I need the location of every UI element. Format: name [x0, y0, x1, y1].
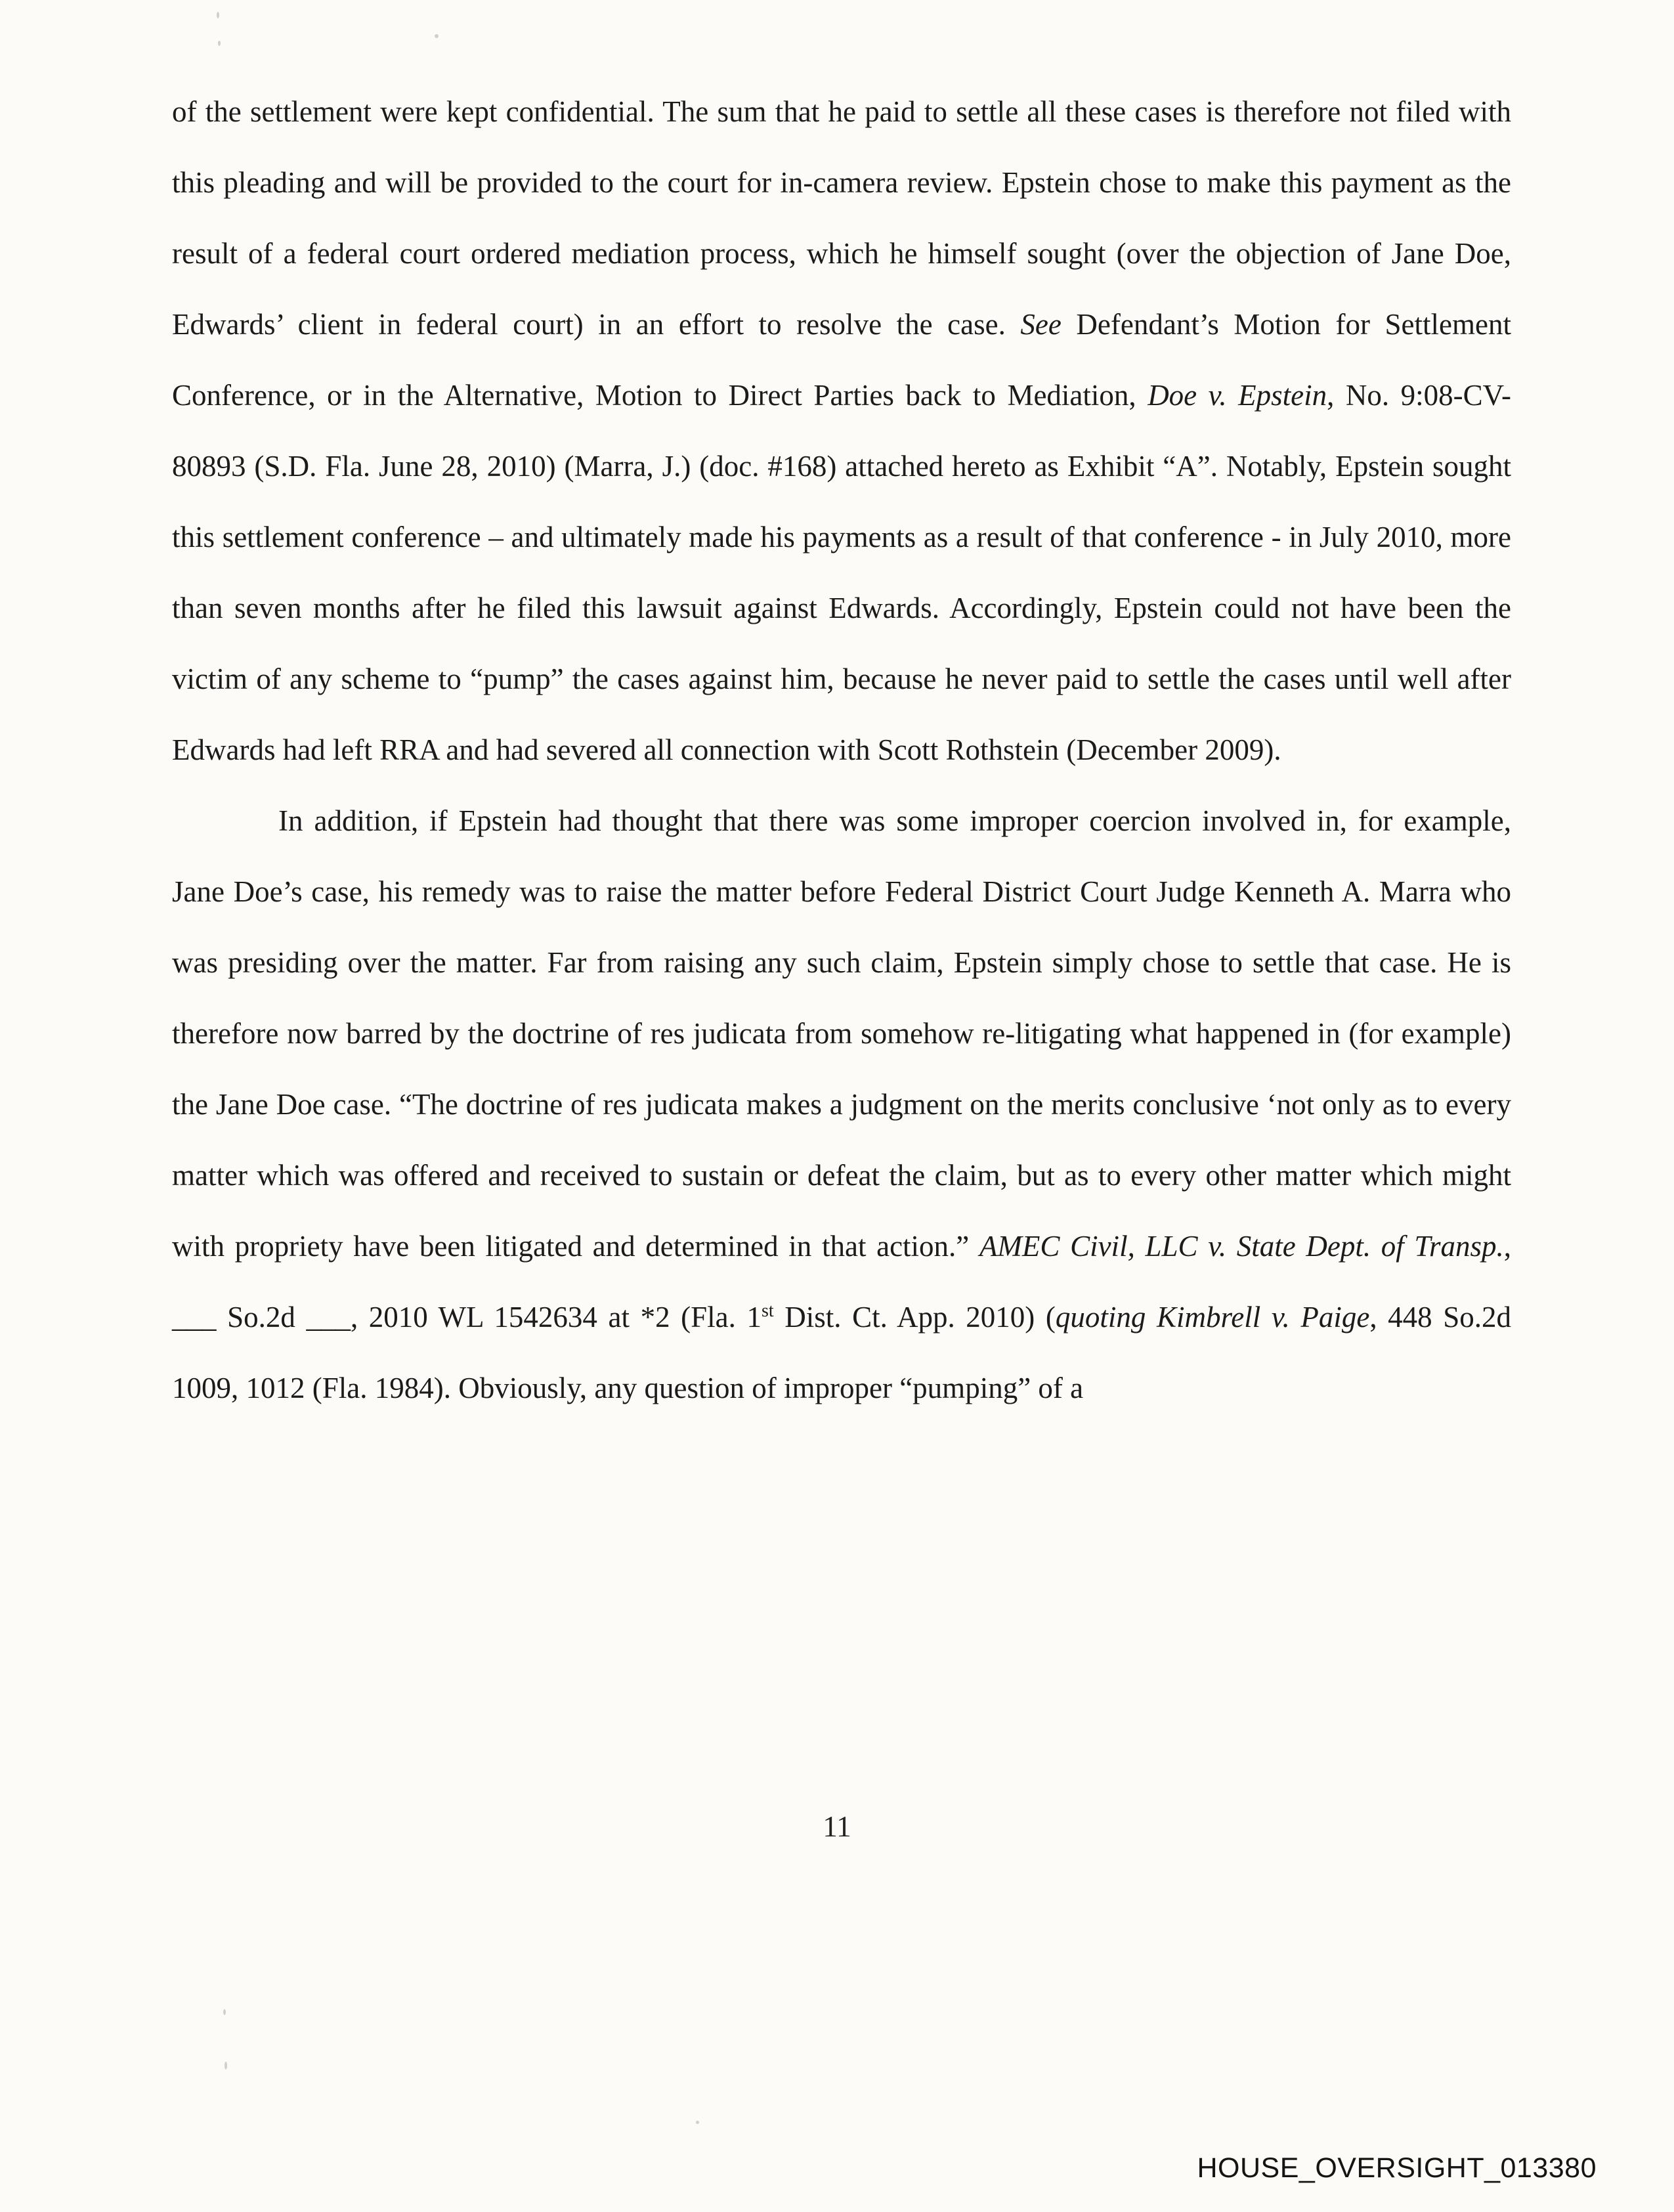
body-text: , No. 9:08-CV-80893 (S.D. Fla. June 28, 2010) (Marra, J.) (doc. #168) attached hereto as Exhibit “A”. Notably, Epstein sought this settlement conference – and ultimately made his payments as a result of that conference - in July 2010, more than seven months after he filed this lawsuit against Edwards. Accordingly, Epstein could not have been the victim of any scheme to “pump” the cases against him, because he never paid to settle the cases until well after Edwards had left RRA and had severed all connection with Scott Rothstein (December 2009).: [172, 379, 1511, 766]
case-citation-italic: AMEC Civil, LLC v. State Dept. of Transp.: [979, 1230, 1504, 1263]
scan-artifact: [225, 2062, 227, 2070]
body-text: , 448 So.2d 1009, 1012 (Fla. 1984). Obviously, any question of improper “pumping” of a: [172, 1301, 1512, 1404]
scan-artifact: [217, 12, 219, 18]
body-text: , ___ So.2d ___, 2010 WL 1542634 at *2 (Fla. 1: [172, 1230, 1511, 1334]
body-text: Dist. Ct. App. 2010) (: [773, 1301, 1056, 1334]
page-number: 11: [823, 1810, 851, 1843]
case-citation-italic: See: [1020, 308, 1062, 341]
scan-artifact: [218, 41, 221, 46]
paragraph-2: [172, 785, 1511, 1423]
body-text: Defendant’s Motion for Settlement Conference, or in the Alternative, Motion to Direct Parties back to Mediation,: [172, 308, 1511, 412]
case-citation-italic: quoting Kimbrell v. Paige: [1055, 1301, 1370, 1334]
scan-artifact: [696, 2121, 699, 2124]
case-citation-italic: Doe v. Epstein: [1148, 379, 1327, 412]
body-text: In addition, if Epstein had thought that there was some improper coercion involved in, for example, Jane Doe’s case, his remedy was to raise the matter before Federal District Court Judge Kenneth A. Marra who was presiding over the matter. Far from raising any such claim, Epstein simply chose to settle that case. He is therefore now barred by the doctrine of res judicata from somehow re-litigating what happened in (for example) the Jane Doe case. “The doctrine of res judicata makes a judgment on the merits conclusive ‘not only as to every matter which was offered and received to sustain or defeat the claim, but as to every other matter which might with propriety have been litigated and determined in that action.”: [172, 804, 1511, 1263]
body-text: of the settlement were kept confidential. The sum that he paid to settle all these cases is therefore not filed with this pleading and will be provided to the court for in-camera review. Epstein chose to make this payment as the result of a federal court ordered mediation process, which he himself sought (over the objection of Jane Doe, Edwards’ client in federal court) in an effort to resolve the case.: [172, 95, 1511, 341]
bates-stamp: HOUSE_OVERSIGHT_013380: [1197, 2152, 1597, 2184]
scan-artifact: [435, 34, 439, 38]
document-body: [172, 76, 1511, 1423]
ordinal-superscript: st: [761, 1301, 774, 1321]
scan-artifact: [223, 2009, 226, 2015]
paragraph-1: [172, 76, 1511, 785]
